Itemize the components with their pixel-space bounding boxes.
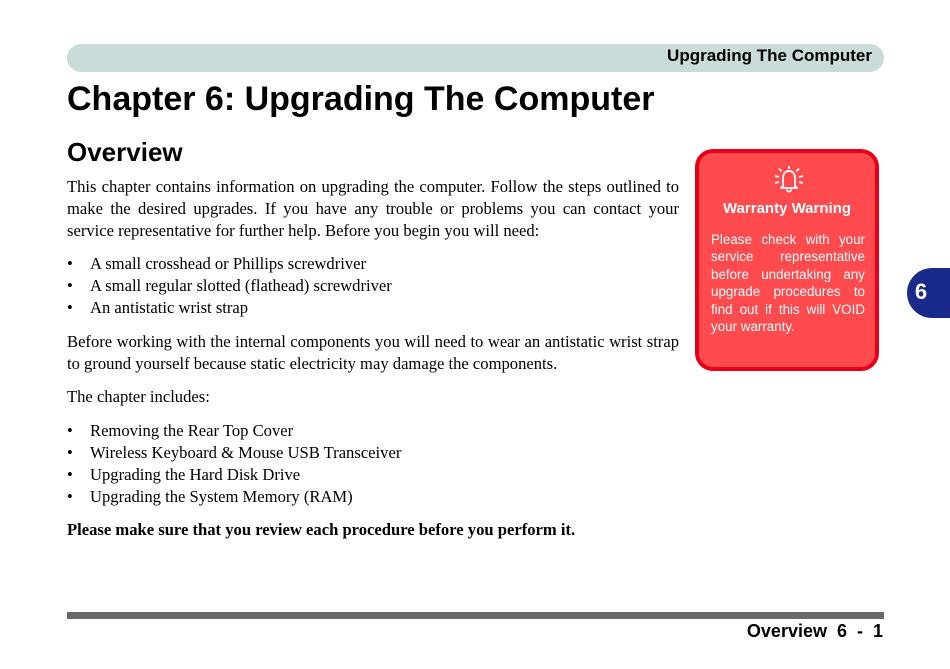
list-item-text: Removing the Rear Top Cover — [90, 421, 294, 441]
list-item-text: Wireless Keyboard & Mouse USB Transceiver — [90, 442, 402, 462]
running-header-bar — [67, 44, 884, 72]
list-item-text: Upgrading the System Memory (RAM) — [90, 486, 353, 506]
alarm-bell-icon — [773, 165, 805, 193]
list-item-text: Upgrading the Hard Disk Drive — [90, 464, 301, 484]
static-warning-paragraph: Before working with the internal components you will need to wear an antistatic wrist strap to ground yourself because static electricity may damage the components. — [67, 331, 679, 373]
body-column — [67, 176, 679, 541]
bullet-glyph: • — [67, 254, 73, 274]
bullet-glyph: • — [67, 276, 73, 296]
list-item — [67, 253, 679, 275]
footer-page-label: Overview 6 - 1 — [746, 621, 883, 641]
bullet-glyph: • — [67, 421, 73, 441]
bullet-glyph: • — [67, 297, 73, 317]
bullet-glyph: • — [67, 486, 73, 506]
list-item — [67, 486, 679, 508]
chapter-tab-label: 6 — [914, 279, 928, 304]
list-item — [67, 464, 679, 486]
footer-rule — [67, 612, 884, 619]
list-item-text: A small regular slotted (flathead) screwdriver — [90, 276, 392, 296]
list-item — [67, 297, 679, 319]
list-item — [67, 442, 679, 464]
warranty-warning-box — [695, 149, 879, 371]
bullet-glyph: • — [67, 442, 73, 462]
chapter-tab — [907, 268, 950, 318]
warning-title: Warranty Warning — [722, 200, 852, 217]
list-item — [67, 420, 679, 442]
intro-paragraph: This chapter contains information on upgrading the computer. Follow the steps outlined to make the desired upgrades. If you have any trouble or problems you can contact your service representative for further help. Before you begin you will need: — [67, 177, 679, 240]
section-heading: Overview — [67, 137, 183, 167]
bullet-glyph: • — [67, 464, 73, 484]
includes-intro: The chapter includes: — [67, 387, 210, 407]
closing-note: Please make sure that you review each procedure before you perform it. — [67, 520, 576, 540]
chapter-title: Chapter 6: Upgrading The Computer — [67, 80, 655, 118]
list-item-text: An antistatic wrist strap — [90, 297, 249, 317]
list-item-text: A small crosshead or Phillips screwdriver — [90, 254, 367, 274]
list-item — [67, 275, 679, 297]
tools-needed-list — [67, 253, 679, 318]
warning-body: Please check with your service representative before undertaking any upgrade procedures to find out if this will VOID your warranty. — [711, 232, 865, 335]
running-header-title: Upgrading The Computer — [667, 46, 872, 65]
chapter-contents-list — [67, 420, 679, 507]
